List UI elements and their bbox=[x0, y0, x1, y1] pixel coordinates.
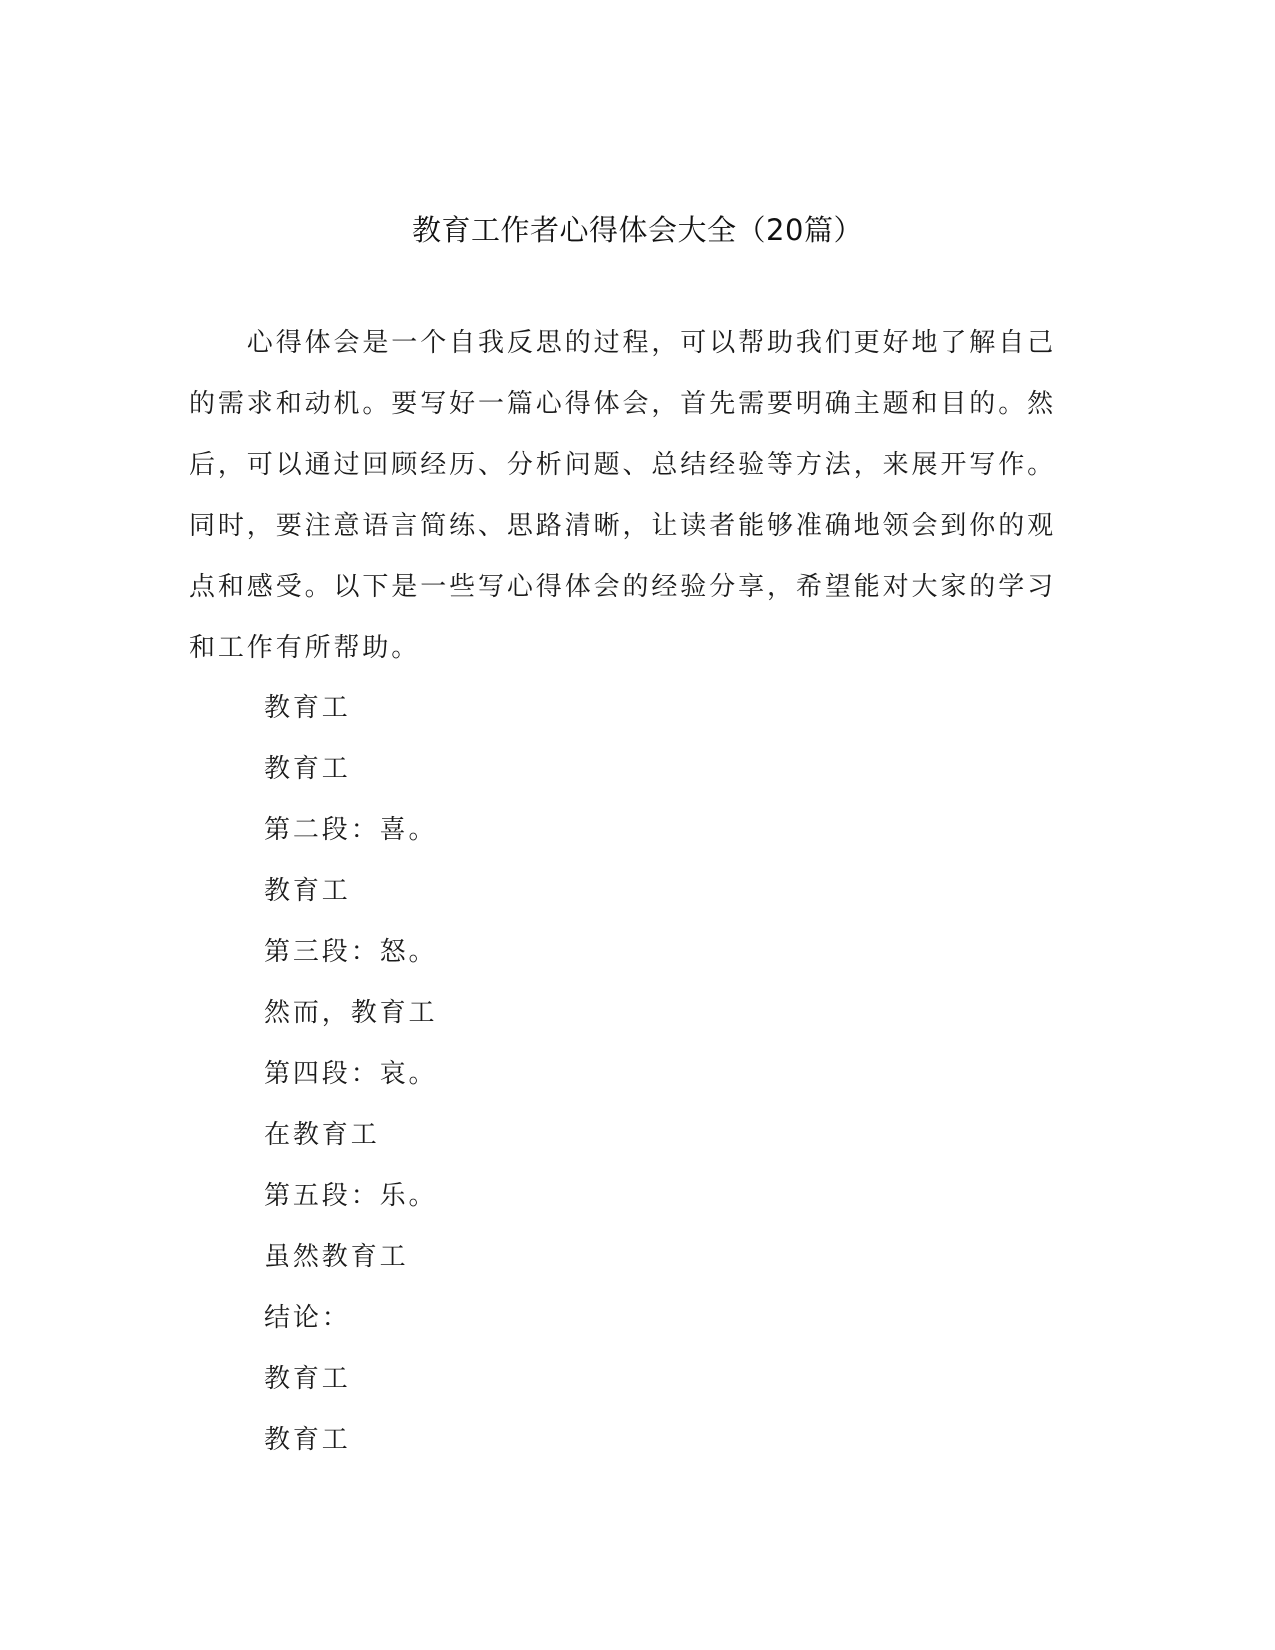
entry-line: 虽然教育工 bbox=[264, 1242, 409, 1272]
document-title: 教育工作者心得体会大全（20篇） bbox=[412, 213, 863, 247]
entry-line: 教育工 bbox=[264, 1364, 351, 1394]
intro-line: 点和感受。以下是一些写心得体会的经验分享，希望能对大家的学习 bbox=[189, 572, 1057, 602]
entry-line: 教育工 bbox=[264, 693, 351, 723]
entry-line: 第五段：乐。 bbox=[264, 1181, 438, 1211]
intro-line: 同时，要注意语言简练、思路清晰，让读者能够准确地领会到你的观 bbox=[189, 511, 1057, 541]
entry-line: 第四段：哀。 bbox=[264, 1059, 438, 1089]
entry-line: 教育工 bbox=[264, 876, 351, 906]
intro-line: 心得体会是一个自我反思的过程，可以帮助我们更好地了解自己 bbox=[189, 328, 1057, 358]
entry-line: 教育工 bbox=[264, 1425, 351, 1455]
intro-line: 后，可以通过回顾经历、分析问题、总结经验等方法，来展开写作。 bbox=[189, 450, 1057, 480]
entry-line: 第三段：怒。 bbox=[264, 937, 438, 967]
entry-line: 在教育工 bbox=[264, 1120, 380, 1150]
entry-line: 第二段：喜。 bbox=[264, 815, 438, 845]
intro-line: 的需求和动机。要写好一篇心得体会，首先需要明确主题和目的。然 bbox=[189, 389, 1057, 419]
entry-line: 然而，教育工 bbox=[264, 998, 438, 1028]
entry-line: 结论： bbox=[264, 1303, 351, 1333]
entry-line: 教育工 bbox=[264, 754, 351, 784]
intro-line: 和工作有所帮助。 bbox=[189, 633, 421, 663]
